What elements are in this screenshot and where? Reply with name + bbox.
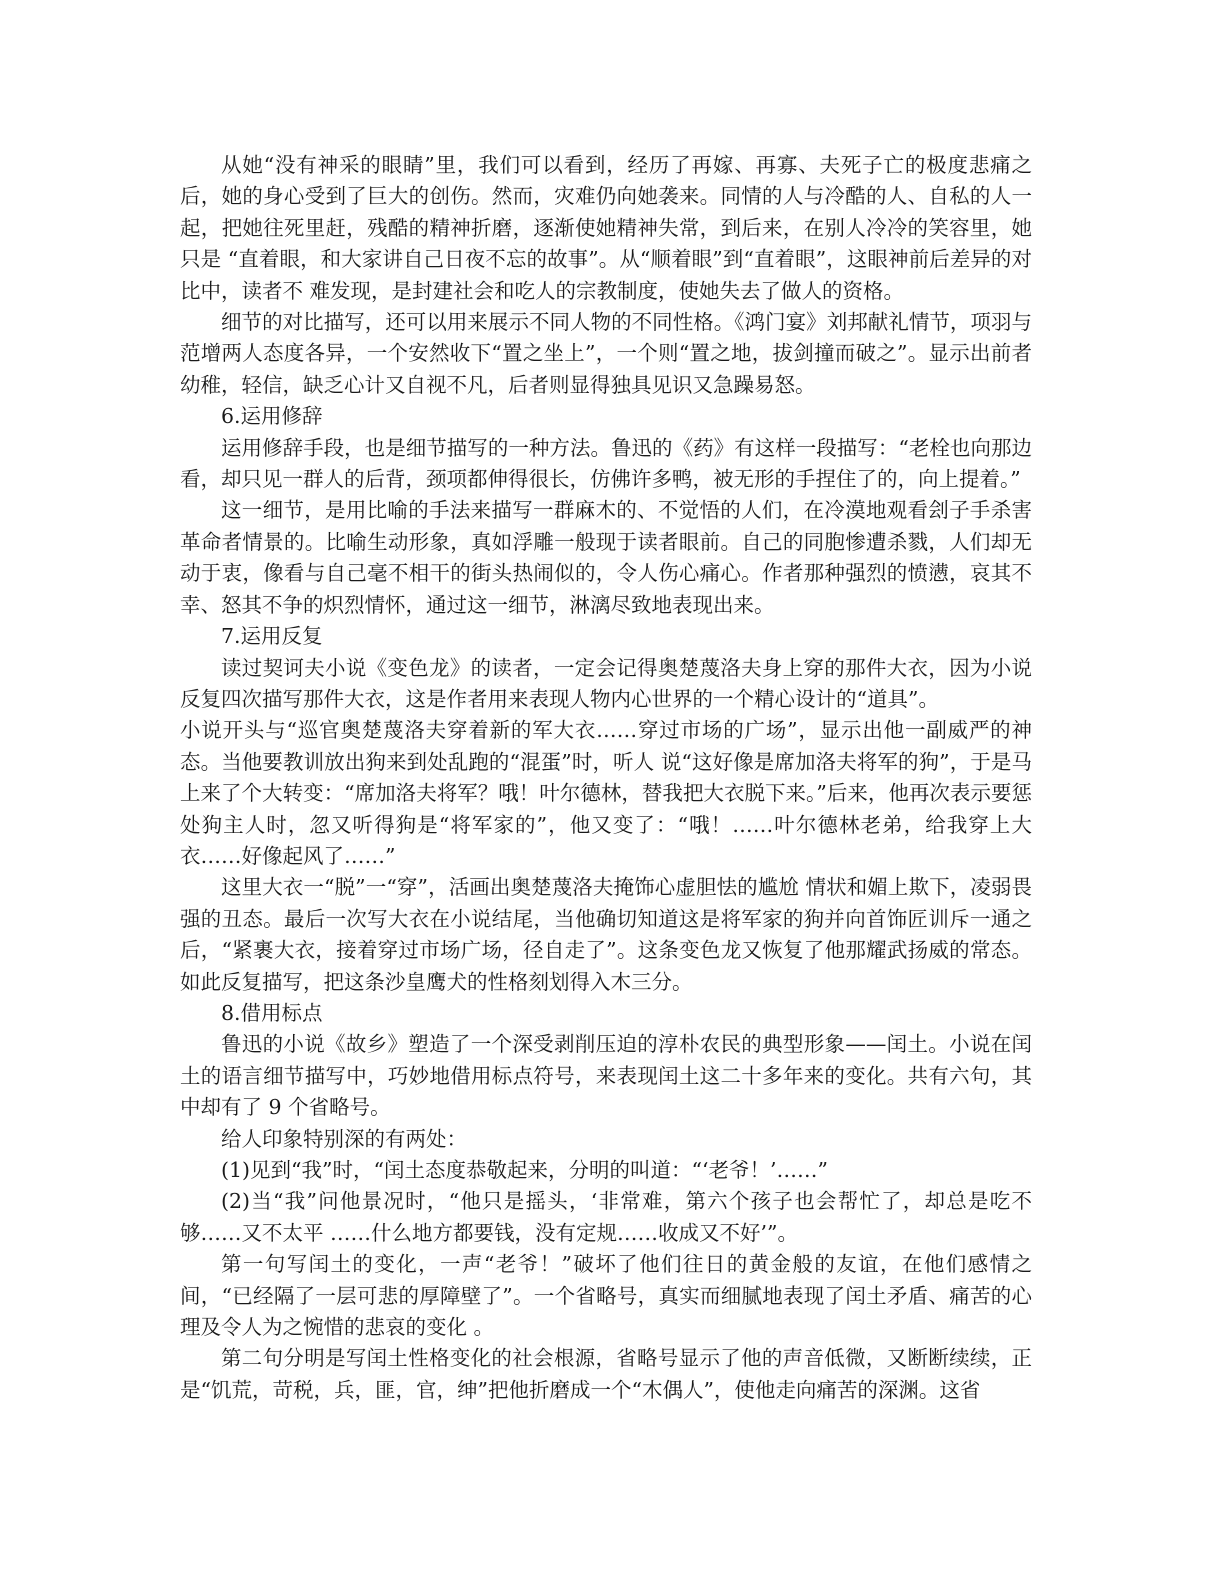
section-heading-repetition: 7.运用反复 xyxy=(221,624,323,649)
paragraph-second-sentence-analysis: 第二句分明是写闰土性格变化的社会根源，省略号显示了他的声音低微，又断断续续，正是“饥荒，苛税，兵，匪，官，绅”把他折磨成一个“木偶人”，使他走向痛苦的深渊。这省 xyxy=(180,1346,1032,1402)
list-item-instance-2: (2)当“我”问他景况时，“他只是摇头，‘非常难，第六个孩子也会帮忙了，却总是吃不够……又不太平 ……什么地方都要钱，没有定规……收成又不好’”。 xyxy=(180,1189,1032,1245)
list-item-instance-1: (1)见到“我”时，“闰土态度恭敬起来，分明的叫道：“‘老爷！’……” xyxy=(221,1158,828,1182)
paragraph-xianglinsao-eyes: 从她“没有神采的眼睛”里，我们可以看到，经历了再嫁、再寡、夫死子亡的极度悲痛之后，她的身心受到了巨大的创伤。然而，灾难仍向她袭来。同情的人与冷酷的人、自私的人一起，把她往死里赶，残酷的精神折磨，逐渐使她精神失常，到后来，在别人冷冷的笑容里，她只是 “直着眼，和大家讲自己日夜不忘的故事”。从“顺着眼”到“直着眼”，这眼神前后差异的对比中，读者不 难发现，是封建社会和吃人的宗教制度，使她失去了做人的资格。 xyxy=(180,153,1032,303)
paragraph-two-instances: 给人印象特别深的有两处： xyxy=(221,1126,467,1151)
section-heading-rhetoric: 6.运用修辞 xyxy=(221,404,323,429)
section-heading-punctuation: 8.借用标点 xyxy=(221,1000,323,1025)
paragraph-first-sentence-analysis: 第一句写闰土的变化，一声“老爷！”破坏了他们往日的黄金般的友谊，在他们感情之间，“已经隔了一层可悲的厚障壁了”。一个省略号，真实而细腻地表现了闰土矛盾、痛苦的心理及令人为之惋惜的悲哀的变化 。 xyxy=(180,1252,1032,1340)
document-body xyxy=(180,150,1032,1406)
paragraph-chameleon-intro: 读过契诃夫小说《变色龙》的读者，一定会记得奥楚蔑洛夫身上穿的那件大衣，因为小说反复四次描写那件大衣，这是作者用来表现人物内心世界的一个精心设计的“道具”。 xyxy=(180,655,1032,711)
paragraph-metaphor-analysis: 这一细节，是用比喻的手法来描写一群麻木的、不觉悟的人们，在冷漠地观看刽子手杀害革命者情景的。比喻生动形象，真如浮雕一般现于读者眼前。自己的同胞惨遭杀戮，人们却无动于衷，像看与自己毫不相干的街头热闹似的，令人伤心痛心。作者那种强烈的愤懑，哀其不幸、怒其不争的炽烈情怀，通过这一细节，淋漓尽致地表现出来。 xyxy=(180,498,1032,617)
paragraph-rhetoric-intro: 运用修辞手段，也是细节描写的一种方法。鲁迅的《药》有这样一段描写：“老栓也向那边看，却只见一群人的后背，颈项都伸得很长，仿佛许多鸭，被无形的手捏住了的，向上提着。” xyxy=(180,435,1032,492)
paragraph-chameleon-coat: 小说开头与“巡官奥楚蔑洛夫穿着新的军大衣……穿过市场的广场”，显示出他一副威严的神态。当他要教训放出狗来到处乱跑的“混蛋”时，听人 说“这好像是席加洛夫将军的狗”，于是马上来了个大转变：“席加洛夫将军？哦！叶尔德林，替我把大衣脱下来。”后来，他再次表示要惩处狗主人时，忽又听得狗是“将军家的”，他又变了：“哦！……叶尔德林老弟，给我穿上大衣……好像起风了……” xyxy=(180,718,1032,868)
paragraph-coat-analysis: 这里大衣一“脱”一“穿”，活画出奥楚蔑洛夫掩饰心虚胆怯的尴尬 情状和媚上欺下，凌弱畏强的丑态。最后一次写大衣在小说结尾，当他确切知道这是将军家的狗并向首饰匠训斥一通之后，“紧裹大衣，接着穿过市场广场，径自走了”。这条变色龙又恢复了他那耀武扬威的常态。如此反复描写，把这条沙皇鹰犬的性格刻划得入木三分。 xyxy=(180,875,1032,994)
paragraph-hometown-intro: 鲁迅的小说《故乡》塑造了一个深受剥削压迫的淳朴农民的典型形象——闰土。小说在闰土的语言细节描写中，巧妙地借用标点符号，来表现闰土这二十多年来的变化。共有六句，其中却有了 9 个省略号。 xyxy=(180,1032,1032,1120)
paragraph-detail-contrast: 细节的对比描写，还可以用来展示不同人物的不同性格。《鸿门宴》刘邦献礼情节，项羽与范增两人态度各异，一个安然收下“置之坐上”，一个则“置之地，拔剑撞而破之”。显示出前者幼稚，轻信，缺乏心计又自视不凡，后者则显得独具见识又急躁易怒。 xyxy=(180,310,1032,397)
